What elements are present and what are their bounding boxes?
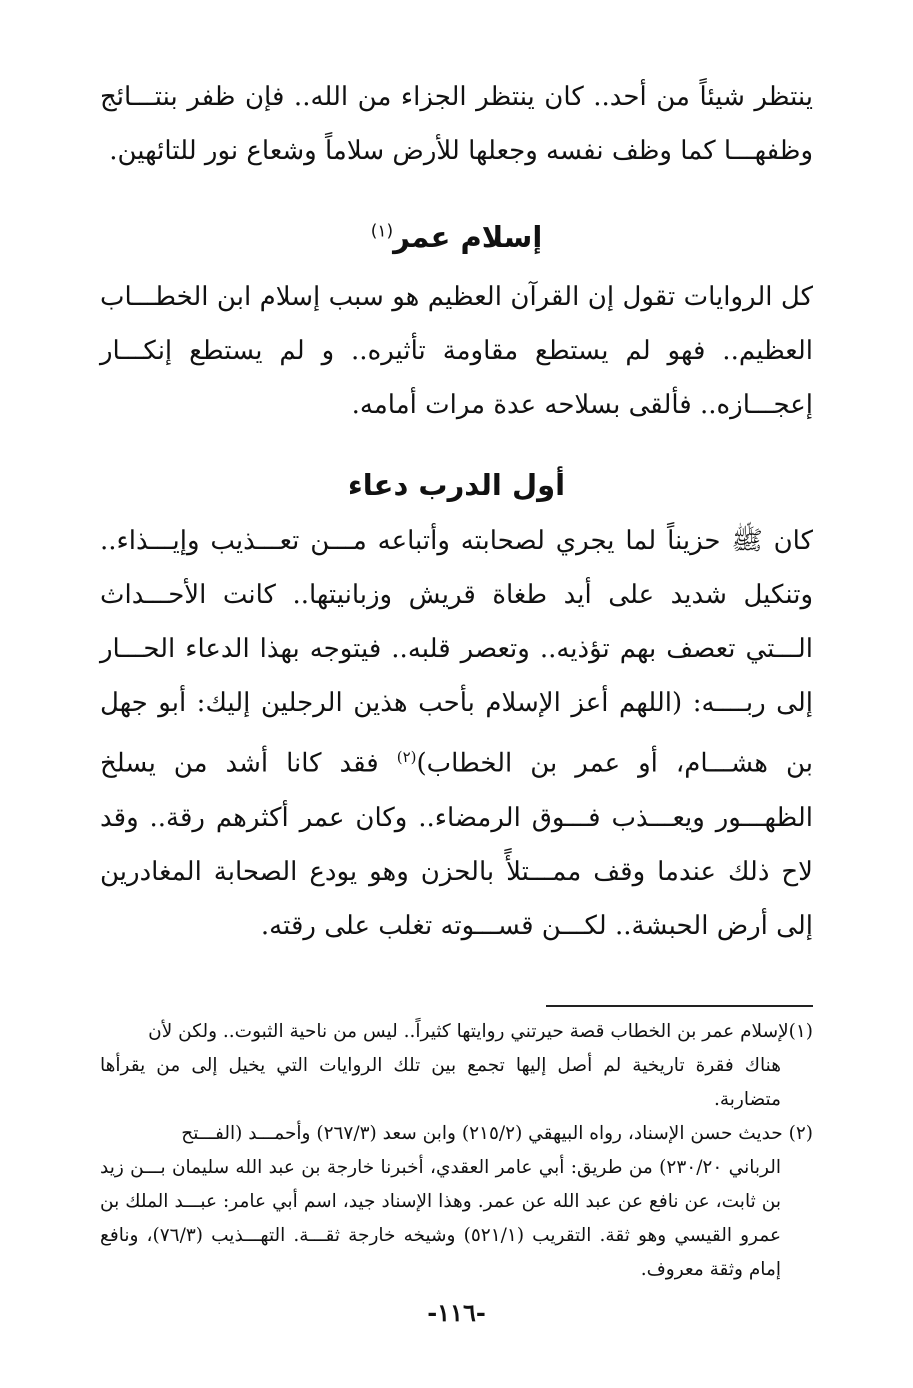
- footnote-2-continuation: الرباني ٢٣٠/٢٠) من طريق: أبي عامر العقدي، أخبرنا خارجة بن عبد الله سليمان بـــن زيد بن ثابت، عن نافع عن عبد الله عن عمر. وهذا الإسناد جيد، اسم أبي عامر: عبـــد الملك بن عمرو القيسي وهو ثقة. التقريب (٥٢١/١) وشيخه خارجة ثقـــة. التهـــذيب (٧٦/٣)، ونافع إمام وثقة معروف.: [100, 1156, 781, 1280]
- footnote-separator: [546, 1005, 813, 1007]
- footnote-1-first-line: (١)لإسلام عمر بن الخطاب قصة حيرتني روايتها كثيراً.. ليس من ناحية الثبوت.. ولكن لأن: [148, 1020, 813, 1042]
- section-title-first-step-prayer: أول الدرب دعاء: [347, 468, 566, 502]
- section-title-text: إسلام عمر: [393, 220, 543, 254]
- section2-text-part1: كان ﷺ حزيناً لما يجري لصحابته وأتباعه مـــن تعـــذيب وإيـــذاء.. وتنكيل شديد على أيد طغاة قريش وزبانيتها.. كانت الأحـــداث الـــتي تعصف بهم تؤذيه.. وتعصر قلبه.. فيتوجه بهذا الدعاء الحـــار إلى ربــــه: (اللهم أعز الإسلام بأحب هذين الرجلين إليك: أبو جهل بن هشـــام، أو عمر بن الخطاب): [100, 526, 813, 779]
- section1-paragraph: كل الروايات تقول إن القرآن العظيم هو سبب إسلام ابن الخطـــاب العظيم.. فهو لم يستطع مقاومة تأثيره.. و لم يستطع إنكـــار إعجـــازه.. فألقى بسلاحه عدة مرات أمامه.: [100, 282, 813, 420]
- section-title-omar-islam: [100, 220, 813, 254]
- section2-paragraph: [100, 514, 813, 953]
- intro-paragraph: ينتظر شيئاً من أحد.. كان ينتظر الجزاء من الله.. فإن ظفر بنتـــائج وظفهـــا كما وظف نفسه وجعلها للأرض سلاماً وشعاع نور للتائهين.: [100, 82, 813, 166]
- footnotes: [100, 1015, 813, 1287]
- section2-text-part2: فقد كانا أشد من يسلخ الظهـــور ويعـــذب فـــوق الرمضاء.. وكان عمر أكثرهم رقة.. وقد لاح ذلك عندما وقف ممـــتلأً بالحزن وهو يودع الصحابة المغادرين إلى أرض الحبشة.. لكـــن قســـوته تغلب على رقته.: [100, 748, 813, 941]
- page-number: -١١٦-: [427, 1298, 486, 1327]
- footnote-ref-1: (١): [370, 221, 394, 242]
- footnote-1-continuation: هناك فقرة تاريخية لم أصل إليها تجمع بين تلك الروايات التي يخيل إلى من يقرأها متضاربة.: [100, 1054, 782, 1110]
- footnote-2-first-line: (٢) حديث حسن الإسناد، رواه البيهقي (٢١٥/٢) وابن سعد (٢٦٧/٣) وأحمـــد (الفـــتح: [181, 1122, 813, 1144]
- footnote-ref-2: (٢): [396, 748, 417, 766]
